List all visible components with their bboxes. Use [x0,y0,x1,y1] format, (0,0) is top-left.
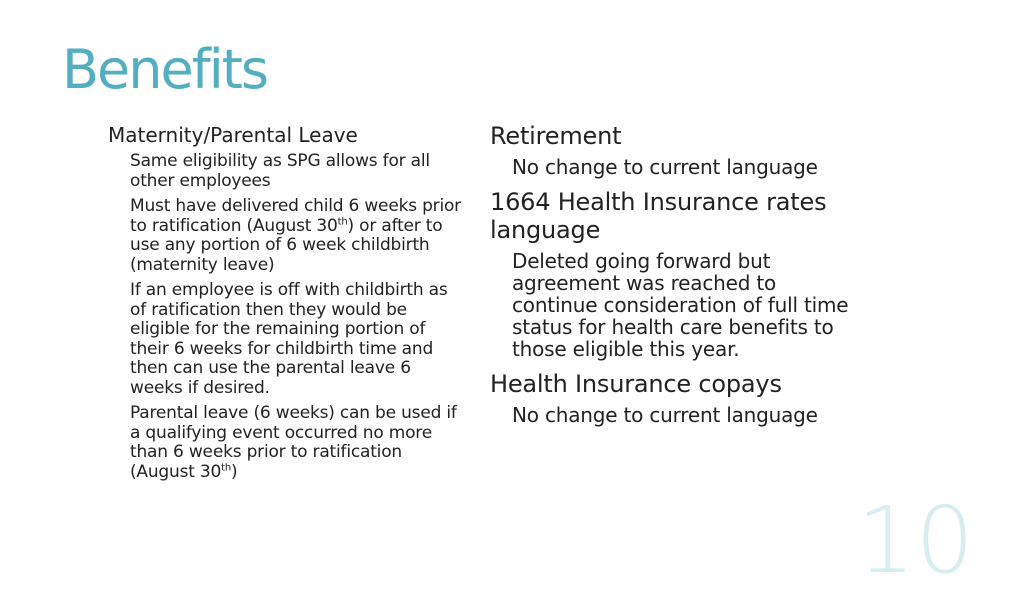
retirement-body: No change to current language [512,155,818,179]
health-rates-body: Deleted going forward but agreement was reached to continue consideration of full time status for health care benefits to those eligible this year. [512,249,849,361]
left-item-1 [130,152,468,191]
left-item-2-sup: th [337,215,348,227]
right-column [490,122,850,436]
maternity-heading: Maternity/Parental Leave [108,123,358,147]
copays-heading: Health Insurance copays [490,370,782,398]
left-item-3 [130,281,468,398]
slide-title: Benefits [62,38,268,101]
left-item-2-post: ) or after to use any portion of 6 week childbirth (maternity leave) [130,215,443,275]
left-item-2 [130,197,468,275]
left-item-4-sup: th [221,461,232,473]
copays-body: No change to current language [512,403,818,427]
left-item-2-text: Must have delivered child 6 weeks prior to ratification (August 30 [130,196,461,236]
left-item-4 [130,404,468,482]
health-rates-heading: 1664 Health Insurance rates language [490,188,827,244]
left-item-4-text: Parental leave (6 weeks) can be used if a qualifying event occurred no more than 6 weeks prior to ratification (August 30 [130,403,457,482]
retirement-heading: Retirement [490,122,622,150]
left-item-3-text: If an employee is off with childbirth as of ratification then they would be eligible for the remaining portion of their 6 weeks for childbirth time and then can use the parental leave 6 weeks if desired. [130,280,448,398]
left-item-4-post: ) [231,461,238,482]
left-column [108,122,468,488]
page-number: 10 [856,487,974,594]
left-item-1-text: Same eligibility as SPG allows for all other employees [130,151,430,191]
